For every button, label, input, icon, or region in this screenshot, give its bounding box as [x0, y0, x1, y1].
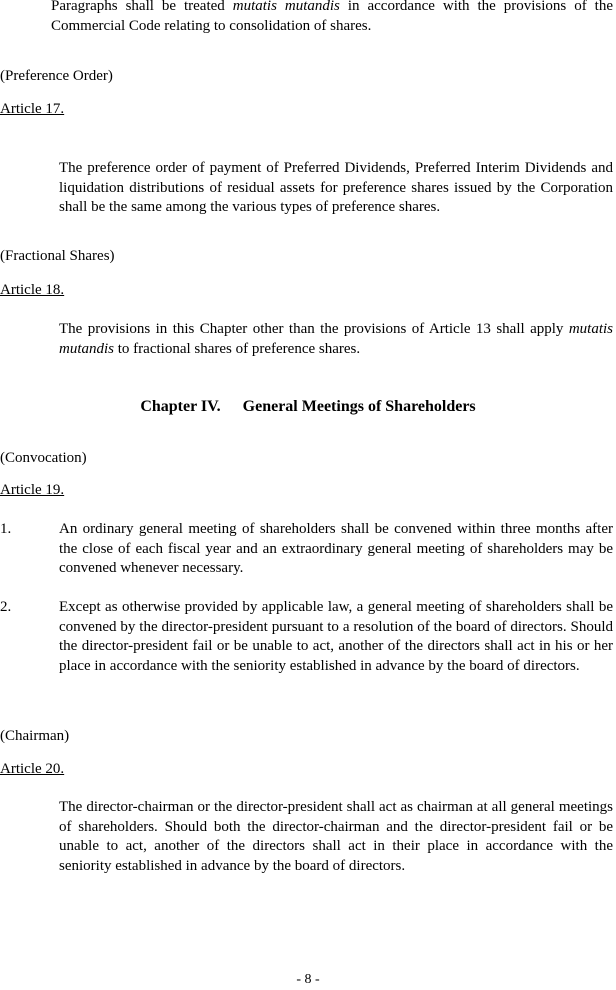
- article-18-label: Article 18.: [0, 282, 65, 298]
- article-17-label: Article 17.: [0, 101, 65, 117]
- continuation-italic: mutatis mutandis: [232, 0, 340, 14]
- article-18-body: [59, 320, 613, 359]
- continuation-text-2: in accordance with the provisions of the Commercial Code relating to consolidation of shares.: [51, 0, 613, 34]
- article-18-text-1: The provisions in this Chapter other than the provisions of Article 13 shall apply: [59, 321, 569, 337]
- article-19-item-2-number: 2.: [0, 599, 12, 615]
- article-17-heading: (Preference Order): [0, 68, 113, 84]
- article-17-body: The preference order of payment of Preferred Dividends, Preferred Interim Dividends and liquidation distributions of residual assets for preference shares issued by the Corporation shall be the same among the various types of preference shares.: [59, 160, 613, 215]
- chapter-title: General Meetings of Shareholders: [242, 398, 476, 415]
- chapter-heading: [0, 397, 616, 417]
- continuation-text-1: Paragraphs shall be treated: [51, 0, 233, 14]
- article-20-body: The director-chairman or the director-president shall act as chairman at all general meetings of shareholders. Should both the director-chairman and the director-president fail or be unable to act, another of the directors shall act in their place in accordance with the seniority established in advance by the board of directors.: [59, 799, 613, 874]
- article-20-label: Article 20.: [0, 761, 65, 777]
- article-18-heading: (Fractional Shares): [0, 248, 115, 264]
- article-19-label: Article 19.: [0, 482, 65, 498]
- article-19-item-1-text: An ordinary general meeting of shareholders shall be convened within three months after the close of each fiscal year and an extraordinary general meeting of shareholders may be convened whenever necessary.: [59, 521, 613, 576]
- chapter-number: Chapter IV.: [140, 398, 221, 415]
- article-18-italic: mutatis mutandis: [59, 321, 613, 357]
- article-19-item-2-text: Except as otherwise provided by applicable law, a general meeting of shareholders shall be convened by the director-president pursuant to a resolution of the board of directors. Should the director-president fail or be unable to act, another of the directors shall act in his or her place in accordance with the seniority established in advance by the board of directors.: [59, 599, 613, 674]
- page-number: - 8 -: [296, 972, 320, 987]
- article-19-item-1-number: 1.: [0, 521, 12, 537]
- article-18-text-2: to fractional shares of preference shares.: [114, 340, 361, 357]
- continuation-paragraph: [51, 0, 613, 36]
- article-19-heading: (Convocation): [0, 450, 87, 466]
- article-20-heading: (Chairman): [0, 728, 70, 744]
